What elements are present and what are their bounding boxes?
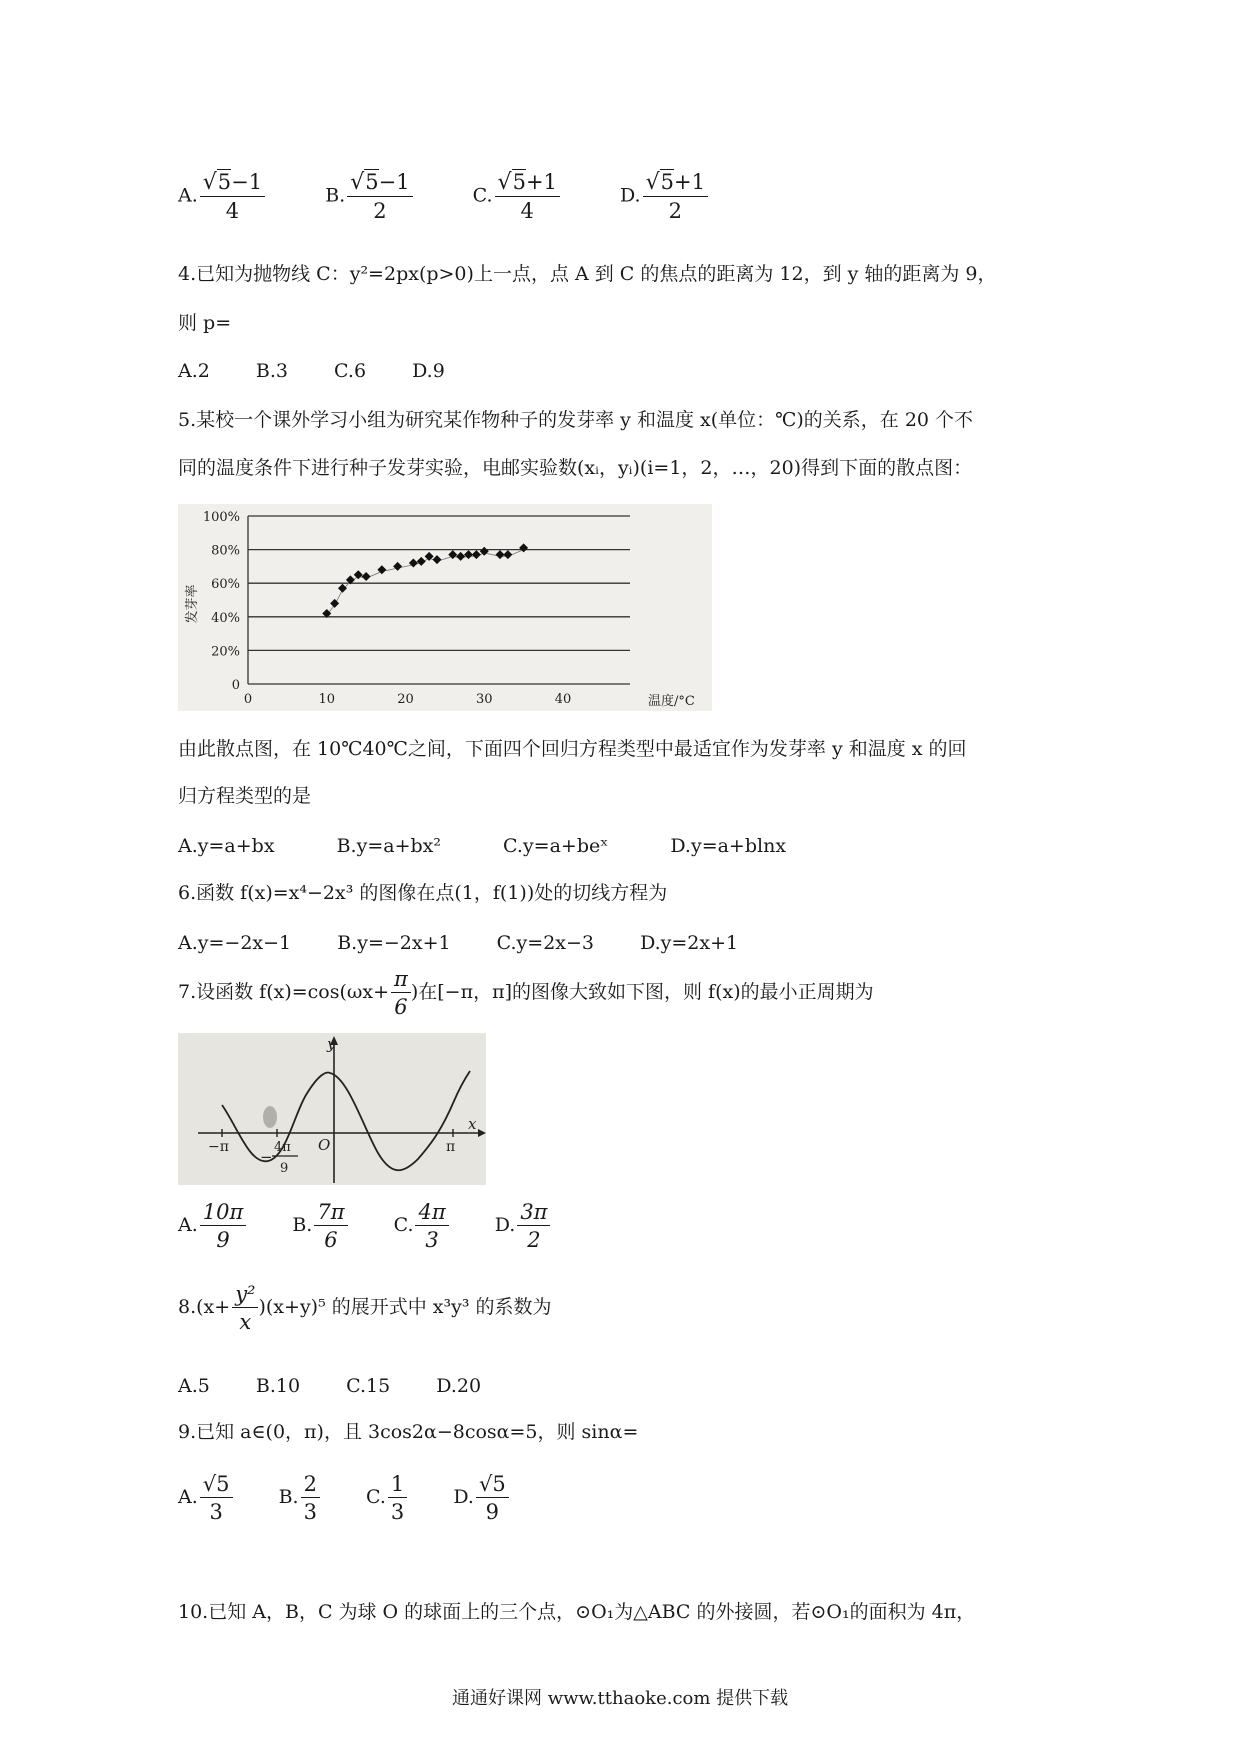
q6-option-b: B.y=−2x+1 xyxy=(337,932,451,954)
denominator: 2 xyxy=(373,199,387,223)
data-point xyxy=(456,552,465,561)
q6-option-a: A.y=−2x−1 xyxy=(178,932,292,954)
option-label: D. xyxy=(619,184,641,207)
q3-option-a xyxy=(178,170,265,223)
pi-label: π xyxy=(446,1139,456,1155)
q5-option-b: B.y=a+bx² xyxy=(336,835,441,857)
x-axis-arrow xyxy=(478,1129,486,1137)
fraction xyxy=(200,1200,247,1252)
numerator: 4π xyxy=(415,1200,448,1226)
fraction xyxy=(200,1472,233,1524)
q5-option-c: C.y=a+beˣ xyxy=(503,835,609,857)
q3-option-c xyxy=(473,170,560,223)
q7-suffix: )在[−π，π]的图像大致如下图，则 f(x)的最小正周期为 xyxy=(410,981,874,1003)
scatter-svg xyxy=(178,504,712,711)
radicand: 5 xyxy=(365,170,379,194)
data-point xyxy=(433,555,442,564)
numerator: 3π xyxy=(517,1200,550,1226)
numerator: 1 xyxy=(388,1472,407,1498)
q5-line3: 由此散点图，在 10℃40℃之间，下面四个回归方程类型中最适宜作为发芽率 y 和温度 x 的回 xyxy=(178,738,967,760)
y-tick-label: 100% xyxy=(202,510,240,525)
y-tick-label: 80% xyxy=(211,543,240,559)
num-tail: −1 xyxy=(378,170,410,194)
fraction xyxy=(388,1472,407,1524)
mark-sign: − xyxy=(260,1148,273,1166)
data-point xyxy=(448,550,457,559)
q10-line: 10.已知 A，B，C 为球 O 的球面上的三个点，⊙O₁为△ABC 的外接圆，若⊙O₁的面积为 4π， xyxy=(178,1601,976,1623)
numerator: y² xyxy=(232,1282,258,1308)
cosine-svg xyxy=(178,1033,486,1185)
q4-options xyxy=(178,359,501,383)
y-tick-label: 40% xyxy=(211,610,240,626)
q3-option-b xyxy=(325,170,412,223)
q9-line: 9.已知 a∈(0，π)，且 3cos2α−8cosα=5，则 sinα= xyxy=(178,1421,639,1443)
denominator: 3 xyxy=(303,1500,317,1524)
numerator: 2 xyxy=(301,1472,320,1498)
num-tail: +1 xyxy=(673,170,705,194)
q7-prefix: 7.设函数 f(x)=cos(ωx+ xyxy=(178,981,390,1003)
data-point xyxy=(417,557,426,566)
y-axis-label: 发芽率 xyxy=(185,584,200,624)
q5-line1: 5.某校一个课外学习小组为研究某作物种子的发芽率 y 和温度 x(单位：℃)的关系，在 20 个不 xyxy=(178,409,974,431)
q5-option-d: D.y=a+blnx xyxy=(670,835,787,857)
fraction: $\frac{√5-1}{2}$ xyxy=(347,170,412,223)
fraction xyxy=(301,1472,320,1524)
denominator: 2 xyxy=(668,199,682,223)
denominator: 6 xyxy=(324,1228,338,1252)
q4-option-d: D.9 xyxy=(412,360,445,382)
fraction xyxy=(314,1200,347,1252)
q6-line: 6.函数 f(x)=x⁴−2x³ 的图像在点(1，f(1))处的切线方程为 xyxy=(178,882,668,904)
x-tick-label: 0 xyxy=(243,692,253,707)
data-point xyxy=(362,572,371,581)
data-point xyxy=(330,599,339,608)
fraction: $\frac{√5+1}{4}$ xyxy=(495,170,560,223)
numerator: 10π xyxy=(200,1200,247,1226)
q4-line2: 则 p= xyxy=(178,312,232,334)
q5-line2: 同的温度条件下进行种子发芽实验，电邮实验数(xᵢ，yᵢ)(i=1，2，…，20)得到下面的散点图： xyxy=(178,457,973,479)
x-tick-label: 30 xyxy=(475,692,493,707)
data-point xyxy=(354,570,363,579)
q3-options xyxy=(178,170,764,223)
data-point xyxy=(409,559,418,568)
q8-option-b: B.10 xyxy=(255,1375,301,1397)
numerator: √5 xyxy=(200,1472,233,1498)
q9-option-c xyxy=(366,1472,407,1524)
q9-option-a xyxy=(178,1472,233,1524)
scatter-chart xyxy=(178,504,712,711)
option-label: B. xyxy=(292,1214,313,1236)
fraction xyxy=(517,1200,550,1252)
numerator: 7π xyxy=(314,1200,347,1226)
fraction xyxy=(391,967,411,1019)
q8-line xyxy=(178,1282,552,1334)
numerator: π xyxy=(391,967,411,993)
q7-option-d xyxy=(495,1200,551,1252)
x-axis-label: 温度/°C xyxy=(648,694,695,709)
q3-option-d xyxy=(620,170,708,223)
footer: 通通好课网 www.tthaoke.com 提供下载 xyxy=(452,1688,789,1709)
data-point xyxy=(393,562,402,571)
mark-den: 9 xyxy=(280,1161,289,1176)
fraction xyxy=(232,1282,258,1334)
q5-line4: 归方程类型的是 xyxy=(178,785,312,807)
q8-option-c: C.15 xyxy=(346,1375,391,1397)
option-label: B. xyxy=(325,184,346,207)
q8-option-d: D.20 xyxy=(436,1375,482,1397)
radicand: 5 xyxy=(660,170,674,194)
denominator: 3 xyxy=(390,1500,405,1524)
denominator: 9 xyxy=(216,1228,230,1252)
y-tick-label: 0 xyxy=(231,678,240,693)
fraction: $\frac{√5-1}{4}$ xyxy=(200,170,265,223)
fraction xyxy=(415,1200,448,1252)
denominator: 9 xyxy=(485,1500,499,1524)
q5-option-a: A.y=a+bx xyxy=(178,835,275,857)
q7-option-a xyxy=(178,1200,246,1252)
data-point xyxy=(472,550,481,559)
q8-prefix: 8.(x+ xyxy=(178,1296,231,1318)
denominator: 3 xyxy=(425,1228,439,1252)
q7-option-c xyxy=(394,1200,449,1252)
radicand: 5 xyxy=(217,170,232,194)
denominator: 4 xyxy=(225,199,240,223)
cosine-graph xyxy=(178,1033,486,1185)
x-tick-label: 20 xyxy=(397,692,414,707)
q6-option-c: C.y=2x−3 xyxy=(496,932,595,954)
option-label: A. xyxy=(178,1486,198,1508)
denominator: 3 xyxy=(209,1500,223,1524)
q7-option-b xyxy=(292,1200,347,1252)
data-point xyxy=(503,550,512,559)
denominator: x xyxy=(239,1310,252,1334)
num-tail: +1 xyxy=(525,170,557,194)
q9-options xyxy=(178,1472,565,1524)
y-label: y xyxy=(327,1035,336,1053)
trend-curve xyxy=(327,550,524,616)
q6-options xyxy=(178,931,794,955)
q8-option-a: A.5 xyxy=(178,1375,210,1397)
fraction: $\frac{√5+1}{2}$ xyxy=(643,170,708,223)
q4-option-b: B.3 xyxy=(255,360,288,382)
q4-line1: 4.已知为抛物线 C：y²=2px(p>0)上一点，点 A 到 C 的焦点的距离为 12，到 y 轴的距离为 9， xyxy=(178,263,997,285)
q8-suffix: )(x+y)⁵ 的展开式中 x³y³ 的系数为 xyxy=(258,1296,552,1318)
q4-option-c: C.6 xyxy=(334,360,367,382)
denominator: 6 xyxy=(394,995,408,1019)
option-label: B. xyxy=(278,1486,299,1508)
y-tick-label: 60% xyxy=(211,577,240,593)
mark-num: 4π xyxy=(274,1140,291,1155)
denominator: 2 xyxy=(527,1228,541,1252)
denominator: 4 xyxy=(520,199,534,223)
radicand: 5 xyxy=(512,170,526,194)
option-label: A. xyxy=(178,184,198,207)
option-label: C. xyxy=(366,1486,386,1508)
smudge xyxy=(263,1106,277,1128)
neg-pi-label: −π xyxy=(208,1139,229,1155)
data-point xyxy=(464,550,473,559)
option-label: A. xyxy=(178,1214,198,1236)
fraction xyxy=(476,1472,509,1524)
option-label: C. xyxy=(393,1214,414,1236)
q6-option-d: D.y=2x+1 xyxy=(640,932,739,954)
option-label: C. xyxy=(472,184,493,207)
q4-option-a: A.2 xyxy=(178,360,210,382)
origin-label: O xyxy=(318,1136,331,1154)
q5-options xyxy=(178,834,842,858)
q9-option-d xyxy=(453,1472,508,1524)
num-tail: −1 xyxy=(231,170,263,194)
q7-options xyxy=(178,1200,606,1252)
x-tick-label: 10 xyxy=(318,692,336,707)
y-tick-label: 20% xyxy=(211,644,240,660)
numerator: √5 xyxy=(476,1472,509,1498)
option-label: D. xyxy=(494,1214,516,1236)
x-label: x xyxy=(468,1115,477,1133)
option-label: D. xyxy=(453,1486,474,1508)
q7-line xyxy=(178,967,874,1019)
data-point xyxy=(338,584,347,593)
x-tick-label: 40 xyxy=(554,692,572,707)
q8-options xyxy=(178,1374,537,1398)
data-point xyxy=(496,550,505,559)
q9-option-b xyxy=(279,1472,320,1524)
